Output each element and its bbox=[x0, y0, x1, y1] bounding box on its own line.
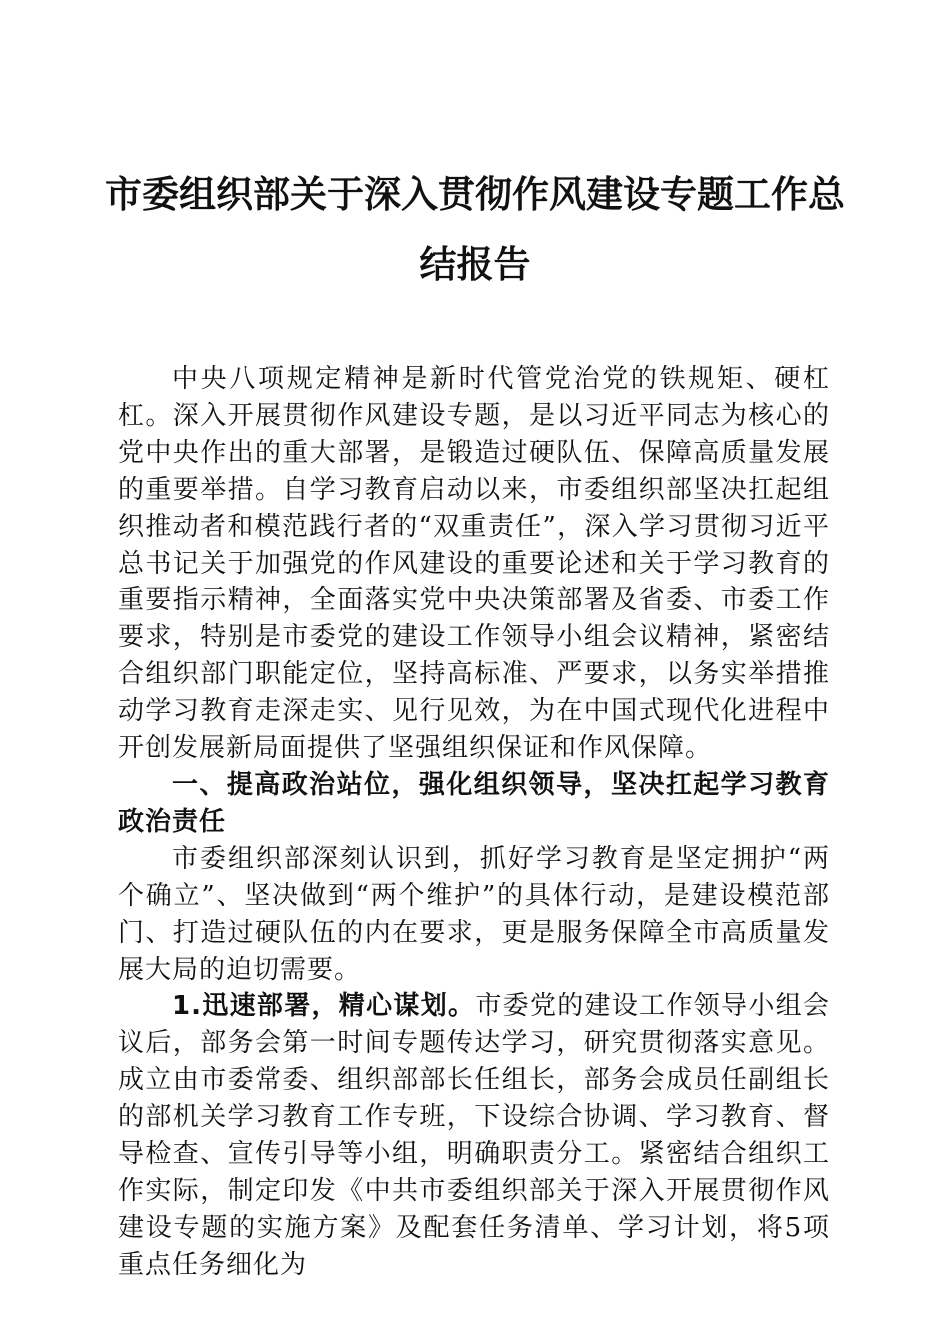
item-1-text: 市委党的建设工作领导小组会议后，部务会第一时间专题传达学习，研究贯彻落实意见。成立由市委常委、组织部部长任组长，部务会成员任副组长的部机关学习教育工作专班，下设综合协调、学习教育、督导检查、宣传引导等小组，明确职责分工。紧密结合组织工作实际，制定印发《中共市委组织部关于深入开展贯彻作风建设专题的实施方案》及配套任务清单、学习计划，将5项重点任务细化为 bbox=[118, 991, 830, 1280]
paragraph-section-1-intro: 市委组织部深刻认识到，抓好学习教育是坚定拥护“两个确立”、坚决做到“两个维护”的具体行动，是建设模范部门、打造过硬队伍的内在要求，更是服务保障全市高质量发展大局的迫切需要。 bbox=[118, 843, 830, 985]
paragraph-intro: 中央八项规定精神是新时代管党治党的铁规矩、硬杠杠。深入开展贯彻作风建设专题，是以习近平同志为核心的党中央作出的重大部署，是锻造过硬队伍、保障高质量发展的重要举措。自学习教育启动以来，市委组织部坚决扛起组织推动者和模范践行者的“双重责任”，深入学习贯彻习近平总书记关于加强党的作风建设的重要论述和关于学习教育的重要指示精神，全面落实党中央决策部署及省委、市委工作要求，特别是市委党的建设工作领导小组会议精神，紧密结合组织部门职能定位，坚持高标准、严要求，以务实举措推动学习教育走深走实、见行见效，为在中国式现代化进程中开创发展新局面提供了坚强组织保证和作风保障。 bbox=[118, 364, 830, 764]
section-heading-1: 一、提高政治站位，强化组织领导，坚决扛起学习教育政治责任 bbox=[118, 769, 830, 837]
document-title-line-1: 市委组织部关于深入贯彻作风建设专题工作总 bbox=[105, 172, 845, 216]
item-1-lead: 1.迅速部署，精心谋划。 bbox=[172, 991, 476, 1022]
document-title-line-2: 结报告 bbox=[419, 242, 531, 286]
document-body bbox=[118, 361, 830, 1284]
paragraph-item-1 bbox=[118, 988, 830, 1283]
